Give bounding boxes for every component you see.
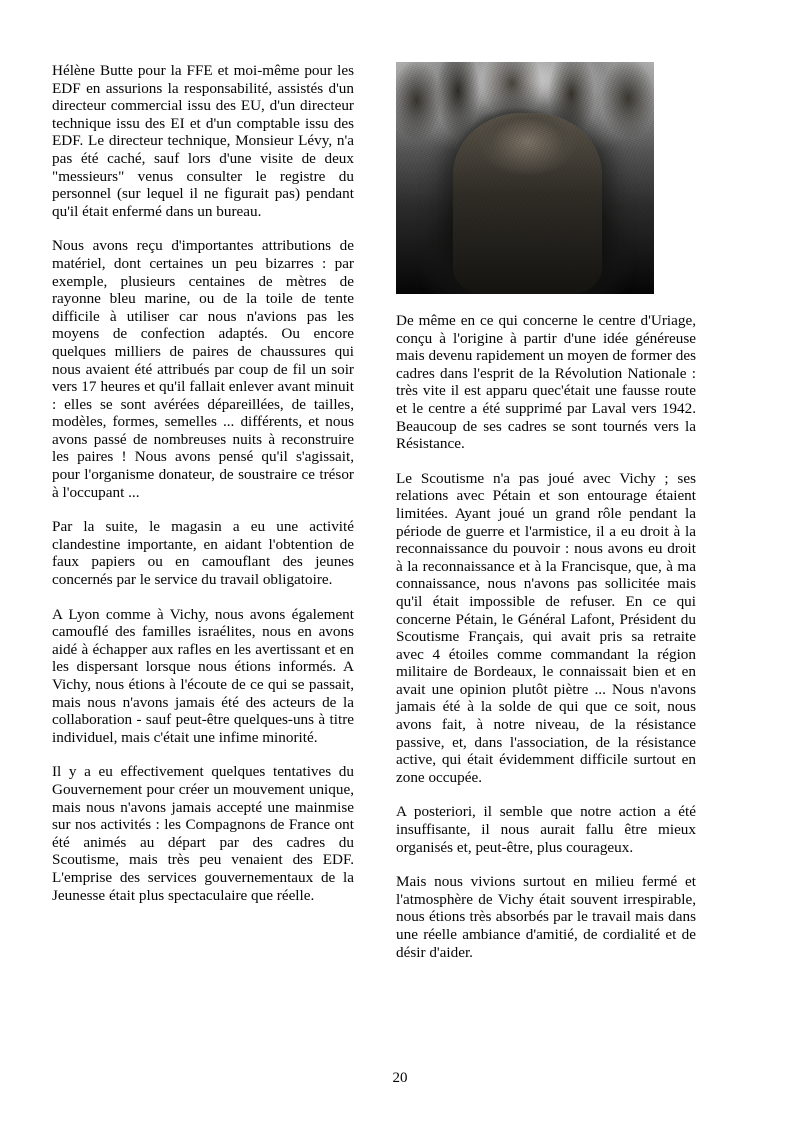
paragraph: Mais nous vivions surtout en milieu fermé et l'atmosphère de Vichy était souvent irrespirable, nous étions très absorbés par le travail mais dans une réelle ambiance d'amitié, de cordialité et de désir d'aider. <box>396 873 696 961</box>
paragraph: Il y a eu effectivement quelques tentatives du Gouvernement pour créer un mouvement unique, mais nous n'avons jamais accepté une mainmise sur nos activités : les Compagnons de France ont été animés au départ par des cadres du Scoutisme, mais très peu venaient des EDF. L'emprise des services gouvernementaux de la Jeunesse était plus spectaculaire que réelle. <box>52 763 354 904</box>
paragraph: Hélène Butte pour la FFE et moi-même pour les EDF en assurions la responsabilité, assistés d'un directeur commercial issu des EU, d'un directeur technique issu des EI et d'un comptable issu des EDF. Le directeur technique, Monsieur Lévy, n'a pas été caché, sauf lors d'une visite de deux "messieurs" venus consulter le registre du personnel (sur lequel il ne figurait pas) pendant qu'il était enfermé dans un bureau. <box>52 62 354 220</box>
paragraph: A posteriori, il semble que notre action a été insuffisante, il nous aurait fallu être mieux organisés et, peut-être, plus courageux. <box>396 803 696 856</box>
photo-grain-overlay <box>396 62 654 294</box>
paragraph: Par la suite, le magasin a eu une activité clandestine importante, en aidant l'obtention de faux papiers ou en camouflant des jeunes concernés par le service du travail obligatoire. <box>52 518 354 589</box>
paragraph: De même en ce qui concerne le centre d'Uriage, conçu à l'origine à partir d'une idée généreuse mais devenu rapidement un moyen de former des cadres dans l'esprit de la Révolution Nationale : très vite il est apparu quec'était une fausse route et le centre a été supprimé par Laval vers 1942. Beaucoup de ses cadres se sont tournés vers la Résistance. <box>396 312 696 453</box>
page-number: 20 <box>392 1070 408 1086</box>
paragraph: Nous avons reçu d'importantes attributions de matériel, dont certaines un peu bizarres : par exemple, plusieurs centaines de mètres de rayonne bleu marine, ou de la toile de tente difficile à utiliser car nous n'avions pas les moyens de confection adaptés. Ou encore quelques milliers de paires de chaussures qui nous avaient été attribués par coup de fil un soir vers 17 heures et qu'il fallait enlever avant minuit : elles se sont avérées dépareillées, de tailles, modèles, formes, semelles ... différents, et nous avons passé de nombreuses nuits à reconstruire les paires ! Nous avons pensé qu'il s'agissait, pour l'organisme donateur, de soustraire ce trésor à l'occupant ... <box>52 237 354 501</box>
photograph <box>396 62 654 294</box>
left-column <box>52 62 354 921</box>
page-content <box>52 62 752 962</box>
right-column <box>396 62 696 978</box>
paragraph: A Lyon comme à Vichy, nous avons également camouflé des familles israélites, nous en avons aidé à échapper aux rafles en les avertissant et en les dispersant lorsque nous étions informés. A Vichy, nous étions à l'écoute de ce qui se passait, mais nous n'avons jamais été des acteurs de la collaboration - sauf peut-être quelques-uns à titre individuel, mais c'était une infime minorité. <box>52 605 354 746</box>
paragraph: Le Scoutisme n'a pas joué avec Vichy ; ses relations avec Pétain et son entourage étaient limitées. Ayant joué un grand rôle pendant la période de guerre et l'armistice, il a eu droit à la reconnaissance du pouvoir : nous avons eu droit à la reconnaissance et à la Francisque, que, à ma connaissance, nous n'avons pas sollicitée mais qu'il était impossible de refuser. En ce qui concerne Pétain, le Général Lafont, Président du Scoutisme Français, qui avait pris sa retraite avec 4 étoiles comme commandant la région militaire de Bordeaux, le connaissait bien et en avait une opinion plutôt piètre ... Nous n'avons jamais été à la solde de qui que ce soit, nous avons fait, à notre niveau, de la résistance passive, et, dans l'association, de la résistance active, qui était évidemment difficile surtout en zone occupée. <box>396 469 696 786</box>
